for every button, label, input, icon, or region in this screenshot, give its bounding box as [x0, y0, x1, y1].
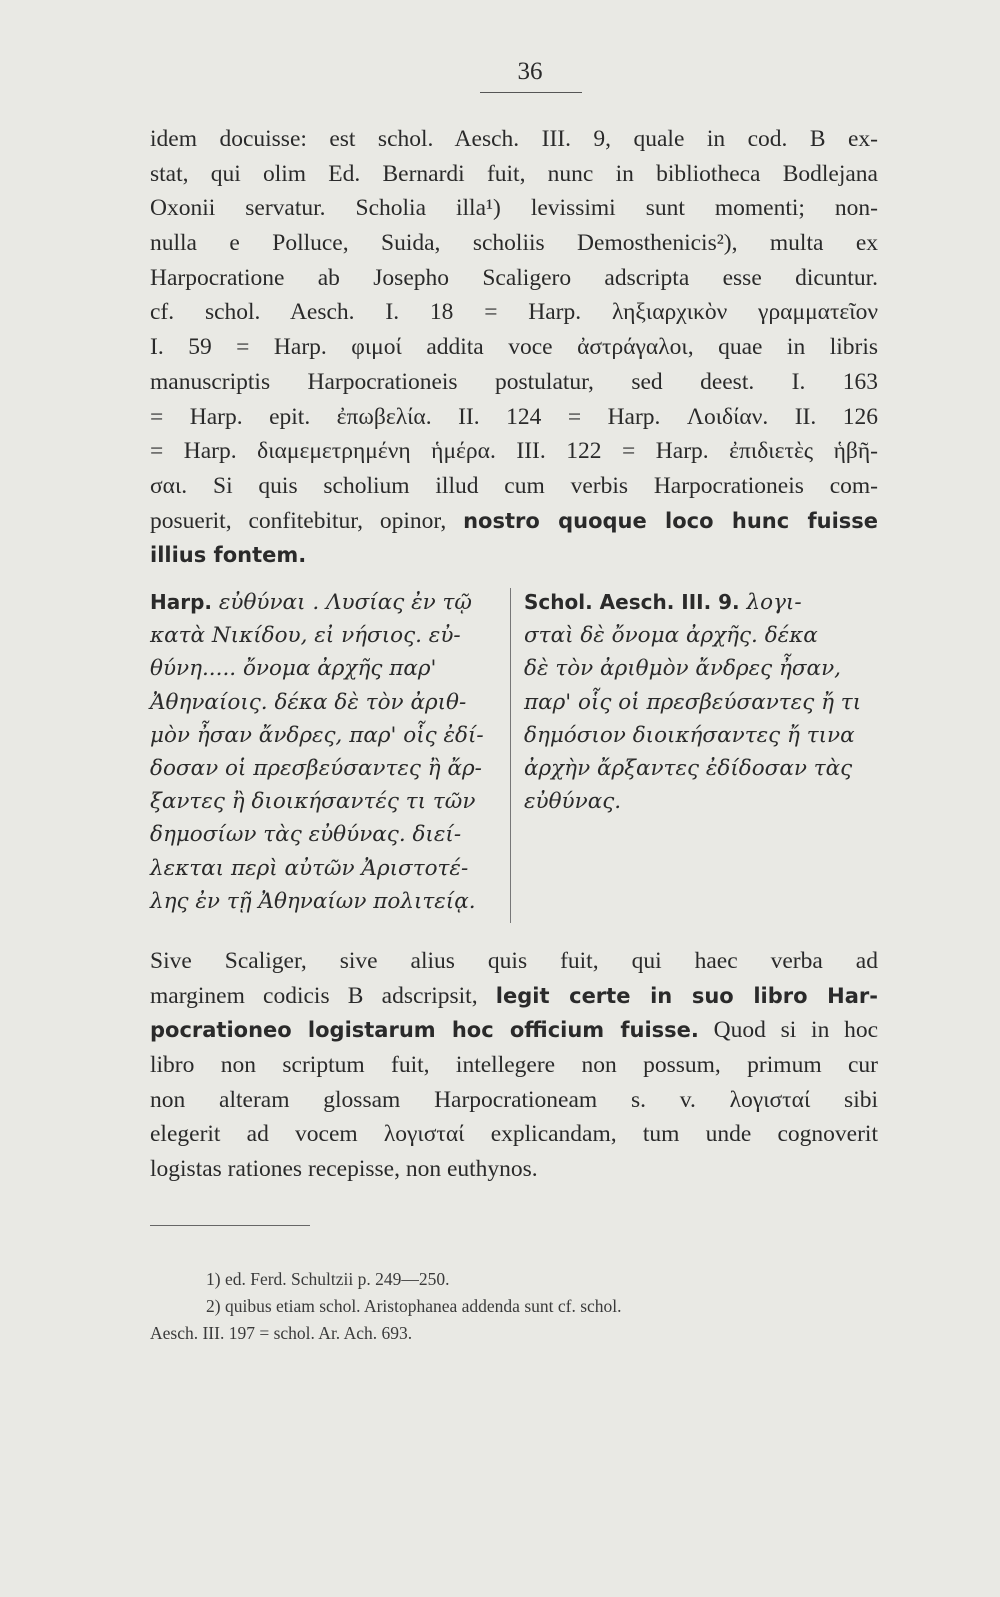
text-line — [150, 226, 878, 261]
text-line — [150, 365, 878, 400]
greek-text: Ἀθηναίοις. δέκα δὲ τὸν ἀριθ- — [150, 689, 467, 715]
text-line — [150, 1083, 878, 1118]
greek-text: ξαντες ἢ διοικήσαντές τι τῶν — [150, 789, 476, 815]
text-line — [150, 538, 878, 573]
column-line — [150, 719, 485, 752]
scholion-column — [524, 586, 879, 818]
harpocration-column — [150, 586, 485, 918]
greek-text: θύνη..... ὄνομα ἀρχῆς παρ' — [150, 656, 437, 682]
text-run: elegerit ad vocem λογισταί explicandam, tum unde cognoverit — [150, 1121, 878, 1148]
column-line — [150, 818, 485, 851]
text-run: idem docuisse: est schol. Aesch. III. 9, quale in cod. B ex- — [150, 126, 878, 152]
greek-text: κατὰ Νικίδου, εἰ νήσιος. εὐ- — [150, 623, 461, 649]
column-line — [524, 752, 879, 785]
text-line — [150, 191, 878, 226]
footnotes — [150, 1266, 878, 1347]
column-label: Harp. — [150, 590, 213, 614]
text-run: Quod si in hoc — [713, 1017, 879, 1044]
text-run: posuerit, confitebitur, opinor, — [150, 507, 447, 534]
text-run: marginem codicis B adscripsit, — [150, 982, 478, 1009]
page-number-rule — [480, 92, 582, 93]
greek-text: ἀρχὴν ἄρξαντες ἐδίδοσαν τὰς — [524, 755, 853, 781]
text-run: I. 59 = Harp. φιμοί addita voce ἀστράγαλοι, quae in libris — [150, 334, 878, 361]
column-line — [150, 852, 485, 885]
column-divider — [510, 588, 511, 923]
greek-text: εὐθύναι . Λυσίας ἐν τῷ — [218, 590, 472, 615]
page-number: 36 — [517, 58, 543, 85]
text-line — [150, 944, 878, 979]
text-run: non alteram glossam Harpocrationeam s. v. λογισταί sibi — [150, 1086, 878, 1113]
text-run: stat, qui olim Ed. Bernardi fuit, nunc in bibliotheca Bodlejana — [150, 160, 878, 187]
text-line — [150, 1048, 878, 1083]
greek-text: μὸν ἦσαν ἄνδρες, παρ' οἷς ἐδί- — [150, 722, 484, 748]
text-run: nulla e Polluce, Suida, scholiis Demosthenicis²), multa ex — [150, 230, 878, 257]
text-line — [150, 1013, 878, 1048]
greek-text: δὲ τὸν ἀριθμὸν ἄνδρες ἦσαν, — [524, 656, 841, 682]
column-line — [150, 752, 485, 785]
text-run: logistas rationes recepisse, non euthynos. — [150, 1156, 538, 1183]
greek-text: λης ἐν τῇ Ἀθηναίων πολιτείᾳ. — [150, 888, 476, 914]
text-line — [150, 1152, 878, 1187]
text-run: σαι. Si quis scholium illud cum verbis Harpocrationeis com- — [150, 472, 878, 499]
text-line — [150, 122, 878, 157]
paragraph-2 — [150, 944, 878, 1187]
text-line — [150, 261, 878, 296]
greek-text: εὐθύνας. — [524, 789, 622, 815]
column-line — [524, 719, 879, 752]
greek-text: λεκται περὶ αὐτῶν Ἀριστοτέ- — [150, 855, 469, 881]
column-line — [524, 652, 879, 685]
text-line — [150, 295, 878, 330]
column-line — [150, 619, 485, 652]
emphasis-run: pocrationeo logistarum hoc officium fuisse. — [150, 1018, 699, 1043]
greek-text: δημόσιον διοικήσαντες ἤ τινα — [524, 722, 855, 748]
footnote-line: 1) ed. Ferd. Schultzii p. 249—250. — [206, 1269, 450, 1289]
greek-text: σταὶ δὲ ὄνομα ἀρχῆς. δέκα — [524, 623, 818, 649]
text-line — [150, 1117, 878, 1152]
text-run: = Harp. διαμεμετρημένη ἡμέρα. III. 122 = Harp. ἐπιδιετὲς ἡβῆ- — [150, 438, 878, 465]
column-line — [524, 619, 879, 652]
column-line — [150, 785, 485, 818]
text-line — [150, 469, 878, 504]
column-label: Schol. Aesch. III. 9. — [524, 590, 740, 614]
column-line — [524, 785, 879, 818]
text-line — [150, 979, 878, 1014]
greek-text: παρ' οἷς οἱ πρεσβεύσαντες ἤ τι — [524, 689, 862, 715]
column-line — [150, 885, 485, 918]
emphasis-run: nostro quoque loco hunc fuisse — [463, 508, 879, 533]
text-line — [150, 157, 878, 192]
text-line — [150, 504, 878, 539]
footnote-line: Aesch. III. 197 = schol. Ar. Ach. 693. — [150, 1323, 413, 1343]
greek-text: δημοσίων τὰς εὐθύνας. διεί- — [150, 822, 462, 848]
greek-text: δοσαν οἱ πρεσβεύσαντες ἢ ἄρ- — [150, 755, 482, 781]
text-line — [150, 400, 878, 435]
text-line — [150, 434, 878, 469]
text-run: cf. schol. Aesch. I. 18 = Harp. ληξιαρχικὸν γραμματεῖον — [150, 299, 878, 326]
footnote-line: 2) quibus etiam schol. Aristophanea addenda sunt cf. schol. — [206, 1296, 622, 1316]
column-line — [150, 686, 485, 719]
text-run: = Harp. epit. ἐπωβελία. II. 124 = Harp. Λοιδίαν. II. 126 — [150, 403, 878, 430]
paragraph-1 — [150, 122, 878, 573]
column-line — [524, 686, 879, 719]
column-line — [150, 652, 485, 685]
emphasis-run: legit certe in suo libro Har- — [495, 983, 878, 1008]
emphasis-run: illius fontem. — [150, 543, 307, 568]
column-line — [524, 586, 879, 619]
text-run: Harpocratione ab Josepho Scaligero adscripta esse dicuntur. — [150, 264, 878, 291]
text-run: libro non scriptum fuit, intellegere non possum, primum cur — [150, 1052, 878, 1079]
greek-text: λογι- — [746, 590, 802, 615]
text-run: Sive Scaliger, sive alius quis fuit, qui haec verba ad — [150, 948, 878, 974]
column-line — [150, 586, 485, 619]
footnote-rule — [150, 1225, 310, 1226]
text-run: manuscriptis Harpocrationeis postulatur, sed deest. I. 163 — [150, 368, 878, 395]
text-run: Oxonii servatur. Scholia illa¹) levissimi sunt momenti; non- — [150, 195, 878, 222]
text-line — [150, 330, 878, 365]
